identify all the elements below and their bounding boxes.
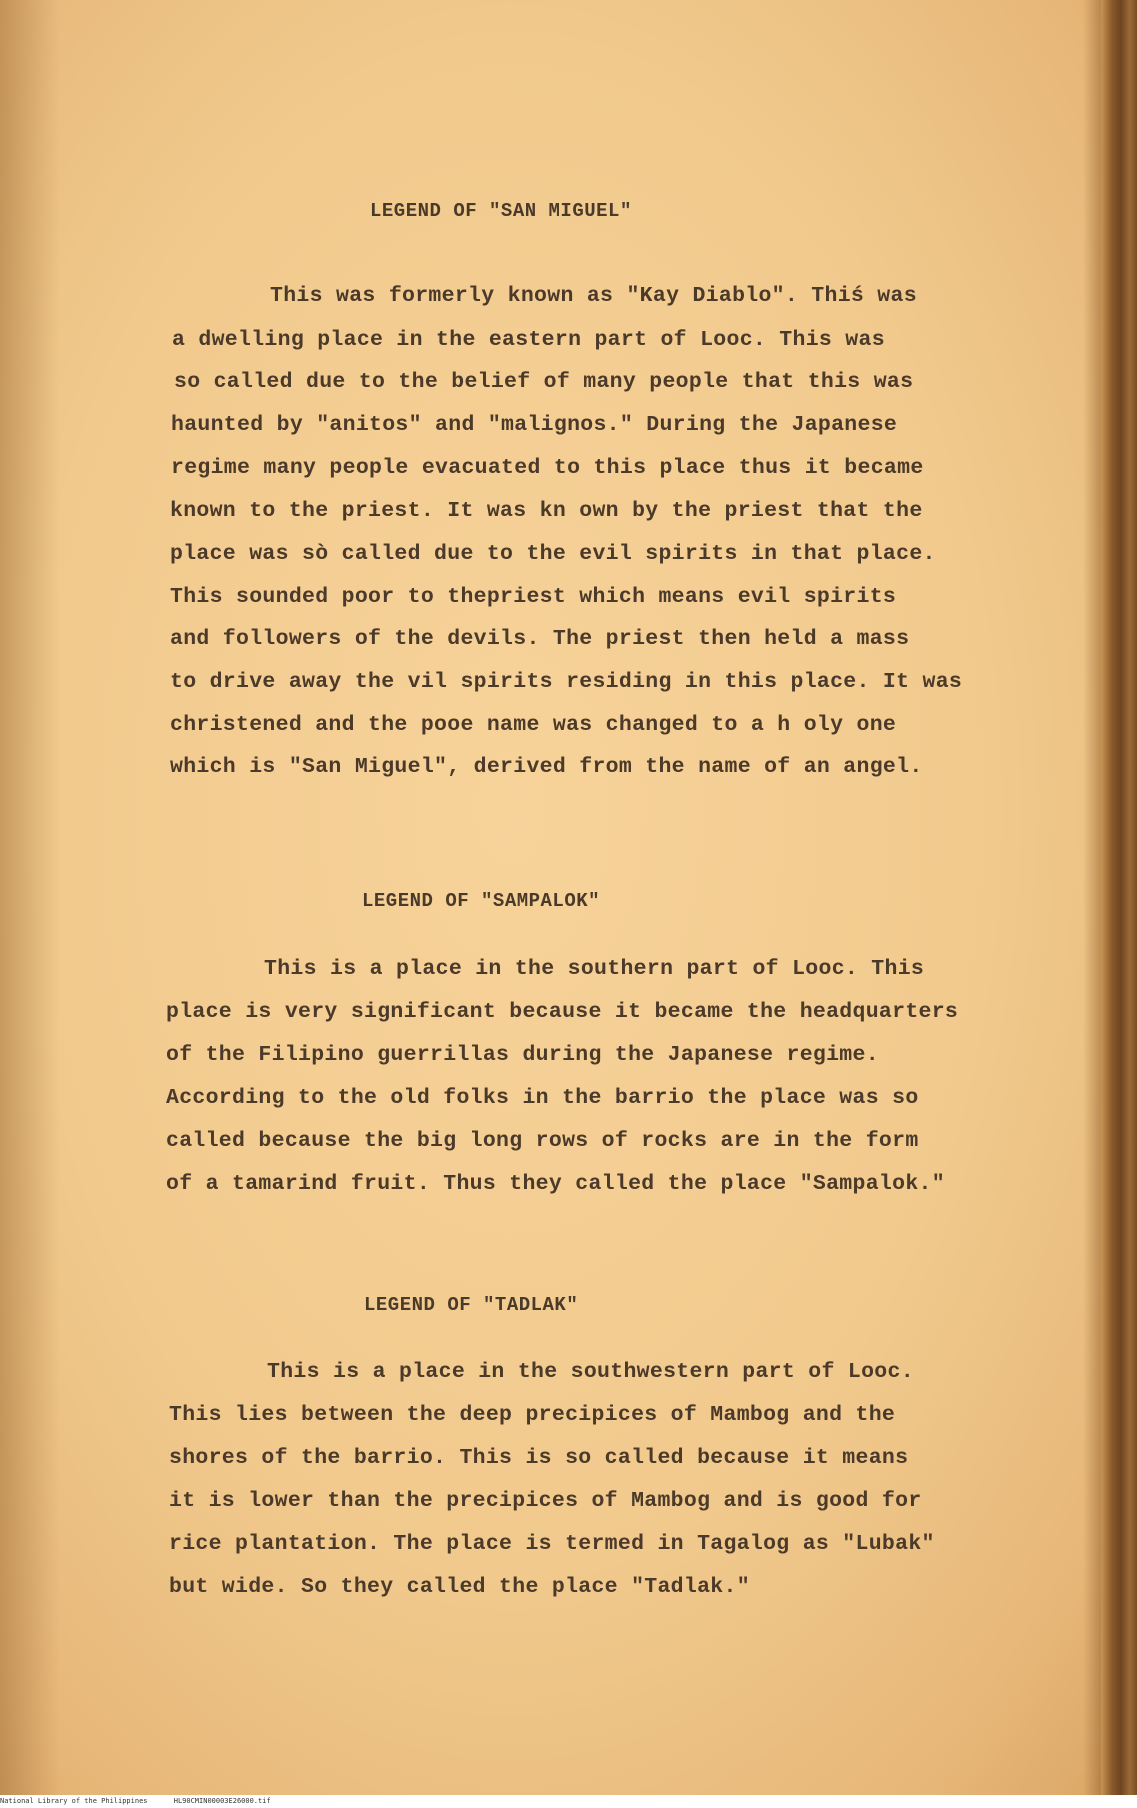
text-line: This is a place in the southern part of Looc. This	[264, 957, 925, 981]
text-line: regime many people evacuated to this place thus it became	[171, 456, 924, 480]
text-line: This lies between the deep precipices of Mambog and the	[169, 1403, 896, 1427]
text-line: place is very significant because it became the headquarters	[166, 1000, 959, 1024]
text-line: rice plantation. The place is termed in Tagalog as "Lubak"	[169, 1532, 935, 1556]
text-line: and followers of the devils. The priest then held a mass	[170, 627, 910, 651]
footer-library: National Library of the Philippines	[0, 1797, 148, 1805]
book-binding	[1101, 0, 1137, 1795]
footer-file-id: HL90CMIN00003E26000.tif	[173, 1797, 271, 1805]
text-line: which is "San Miguel", derived from the name of an angel.	[170, 755, 923, 779]
text-line: shores of the barrio. This is so called because it means	[169, 1446, 909, 1470]
text-line: of the Filipino guerrillas during the Japanese regime.	[166, 1043, 879, 1067]
text-line: haunted by "anitos" and "malignos." During the Japanese	[171, 413, 898, 437]
scan-footer	[0, 1795, 1137, 1808]
text-line: This sounded poor to thepriest which means evil spirits	[170, 585, 897, 609]
text-line: called because the big long rows of rocks are in the form	[166, 1129, 919, 1153]
text-line: of a tamarind fruit. Thus they called the place "Sampalok."	[166, 1172, 945, 1196]
text-line: so called due to the belief of many people that this was	[174, 370, 914, 394]
legend-title-sampalok: LEGEND OF "SAMPALOK"	[362, 890, 601, 912]
text-line: known to the priest. It was kn own by the priest that the	[170, 499, 923, 523]
text-line: This is a place in the southwestern part of Looc.	[267, 1360, 914, 1384]
legend-title-tadlak: LEGEND OF "TADLAK"	[364, 1294, 579, 1316]
text-line: but wide. So they called the place "Tadlak."	[169, 1575, 750, 1599]
page-edge-shadow	[1083, 0, 1101, 1795]
text-line: According to the old folks in the barrio the place was so	[166, 1086, 919, 1110]
text-line: This was formerly known as "Kay Diablo". Thiś was	[270, 284, 917, 308]
text-line: place was sò called due to the evil spirits in that place.	[170, 542, 936, 566]
legend-title-san-miguel: LEGEND OF "SAN MIGUEL"	[370, 200, 632, 222]
text-line: to drive away the vil spirits residing in this place. It was	[170, 670, 963, 694]
text-line: a dwelling place in the eastern part of Looc. This was	[172, 328, 885, 352]
page-shadow	[0, 0, 60, 1795]
text-line: it is lower than the precipices of Mambog and is good for	[169, 1489, 922, 1513]
text-line: christened and the pooe name was changed to a h oly one	[170, 713, 897, 737]
